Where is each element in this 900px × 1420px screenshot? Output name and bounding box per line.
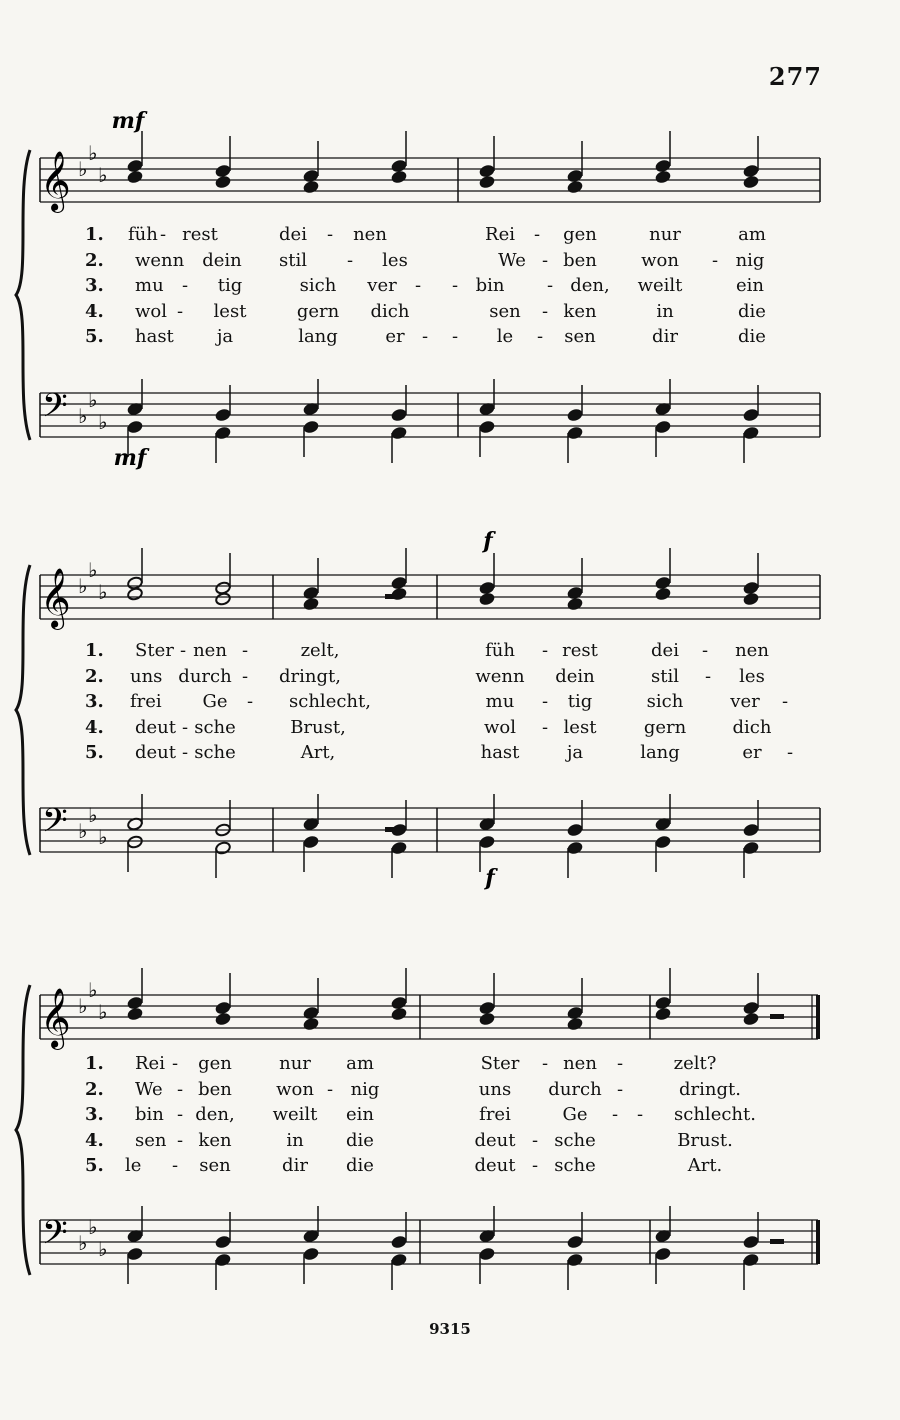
lyric-syllable: sen [489,300,521,322]
verse-number: 5. [85,742,104,763]
treble-staff [40,995,818,1039]
flat-icon: ♭ [78,404,88,428]
lyric-line [0,1079,900,1105]
flat-icon: ♭ [78,819,88,843]
treble-clef-icon: 𝄞 [40,988,71,1048]
lyric-syllable: ein [735,275,765,296]
lyric-syllable: sen [564,326,596,347]
notehead [215,1012,232,1026]
lyric-syllable: - [616,1078,624,1100]
flat-icon: ♭ [88,1215,98,1239]
lyric-syllable: - [704,665,712,687]
lyric-syllable: nen [193,640,227,661]
flat-icon: ♭ [98,1237,108,1261]
flat-icon: ♭ [98,163,108,187]
lyric-syllable: - [181,716,189,738]
lyric-syllable: frei [130,691,162,712]
verse-number: 3. [85,1104,104,1125]
notehead [215,1001,232,1015]
verse-number: 2. [85,249,104,271]
verse-number: 3. [85,691,104,712]
bass-clef-icon: 𝄢 [42,802,68,848]
lyric-syllable: füh [485,640,515,661]
flat-icon: ♭ [88,388,98,412]
lyric-syllable: durch [178,665,232,687]
lyric-syllable: lest [563,716,597,738]
notehead [215,1235,232,1249]
notehead [567,1006,584,1020]
flat-icon: ♭ [98,580,108,604]
lyric-syllable: - [531,1129,539,1151]
flat-icon: ♭ [78,157,88,181]
lyric-syllable: durch [548,1078,602,1100]
lyric-syllable: nen [563,1053,597,1074]
page-number: 277 [768,62,822,91]
lyric-syllable: le [125,1155,142,1176]
flat-icon: ♭ [88,558,98,582]
verse-number: 1. [85,640,104,661]
lyric-syllable: - [781,691,789,712]
lyric-syllable: deut [474,1155,516,1176]
lyric-syllable: sche [554,1155,596,1176]
lyric-syllable: ken [563,300,597,322]
lyric-syllable: rest [182,224,218,245]
dynamic-marking-top: mf [111,108,145,134]
lyric-syllable: Ster [480,1053,520,1074]
verse-number: 2. [85,665,104,687]
lyric-syllable: ver [730,691,760,712]
notehead [567,1235,584,1249]
lyric-syllable: Brust. [677,1129,733,1151]
lyric-line [0,1130,900,1156]
notehead [567,1017,584,1031]
lyric-syllable: - [786,742,794,763]
lyric-syllable: Art, [300,742,336,763]
lyric-syllable: - [636,1104,644,1125]
lyric-syllable: - [326,224,334,245]
lyric-syllable: wenn [135,249,185,271]
lyric-syllable: nig [350,1078,380,1100]
lyric-syllable: deut [135,742,177,763]
notehead [743,1012,760,1026]
lyric-syllable: - [171,1155,179,1176]
notehead [567,1253,584,1267]
lyric-syllable: - [451,275,459,296]
lyric-syllable: le [496,326,514,347]
lyric-syllable: dei [279,224,307,245]
lyric-syllable: Ster [135,640,174,661]
treble-clef-icon: 𝄞 [40,151,71,211]
notehead [743,1001,760,1015]
lyric-syllable: mu [485,691,515,712]
lyric-syllable: dringt, [279,665,341,687]
lyric-syllable: uns [478,1078,512,1100]
lyric-syllable: - [533,224,541,245]
lyric-syllable: wenn [475,665,525,687]
notehead [391,1007,408,1021]
verse-number: 5. [85,326,104,347]
lyric-syllable: gern [643,716,687,738]
lyric-syllable: Art. [687,1155,723,1176]
notehead [479,1001,496,1015]
lyric-syllable: den, [570,275,610,296]
lyric-syllable: - [451,326,459,347]
lyric-syllable: stil [279,249,307,271]
lyric-syllable: sche [554,1129,596,1151]
lyric-syllable: dir [652,326,678,347]
lyric-syllable: deut [135,716,177,738]
lyric-syllable: - [181,742,189,763]
lyric-syllable: Ge [562,1104,588,1125]
lyric-syllable: nur [279,1053,311,1074]
notehead [743,1253,760,1267]
lyric-syllable: bin [135,1104,164,1125]
lyric-syllable: - [541,691,549,712]
lyric-syllable: lest [213,300,247,322]
lyric-syllable: ja [566,742,584,763]
notehead [655,996,672,1010]
lyric-syllable: dein [555,665,595,687]
lyric-syllable: mu [135,275,164,296]
lyric-syllable: dich [732,716,772,738]
lyric-syllable: nig [735,249,765,271]
lyric-syllable: rest [562,640,598,661]
lyric-syllable: les [739,665,765,687]
lyric-syllable: bin [475,275,505,296]
lyric-syllable: hast [135,326,174,347]
lyric-syllable: tig [567,691,593,712]
notehead [127,1247,144,1261]
lyric-syllable: - [611,1104,619,1125]
verse-number: 4. [85,300,104,322]
lyric-syllable: - [176,1129,184,1151]
lyric-syllable: Brust, [290,716,346,738]
lyric-syllable: - [541,716,549,738]
verse-number: 3. [85,275,104,296]
lyric-syllable: - [541,640,549,661]
half-rest [770,1014,784,1019]
lyric-syllable: - [546,275,554,296]
notehead [391,1235,408,1249]
lyric-syllable: nen [353,224,387,245]
verse-number: 1. [85,1053,104,1074]
lyric-syllable: weilt [637,275,683,296]
notehead [391,996,408,1010]
lyric-syllable: schlecht. [674,1104,756,1125]
dynamic-marking-top: f [483,528,493,554]
lyric-syllable: sen [199,1155,231,1176]
lyric-syllable: den, [195,1104,235,1125]
lyric-syllable: - [711,249,719,271]
lyric-syllable: won [641,249,679,271]
lyric-syllable: sen [135,1129,167,1151]
lyric-syllable: Ge [202,691,228,712]
lyric-syllable: lang [298,326,338,347]
lyric-syllable: die [346,1129,374,1151]
flat-icon: ♭ [78,574,88,598]
lyric-syllable: in [286,1129,304,1151]
treble-clef-icon: 𝄞 [40,568,71,628]
lyric-syllable: deut [474,1129,516,1151]
lyric-syllable: ken [198,1129,232,1151]
lyric-syllable: die [346,1155,374,1176]
lyric-syllable: - [541,249,549,271]
lyric-syllable: die [738,326,766,347]
lyric-line [0,1104,900,1130]
dynamic-marking-bottom: mf [113,445,147,471]
flat-icon: ♭ [88,141,98,165]
dynamic-marking-bottom: f [485,865,495,891]
flat-icon: ♭ [98,410,108,434]
lyric-syllable: ben [198,1078,232,1100]
lyric-syllable: wol [135,300,168,322]
lyric-syllable: er [385,326,405,347]
half-rest [770,1239,784,1244]
lyric-syllable: gen [563,224,597,245]
lyric-syllable: schlecht, [289,691,371,712]
flat-icon: ♭ [88,978,98,1002]
lyric-syllable: tig [217,275,243,296]
lyric-syllable: - [414,275,422,296]
verse-number: 4. [85,1129,104,1151]
lyric-syllable: - [176,1078,184,1100]
lyric-syllable: dir [282,1155,308,1176]
lyric-syllable: sche [194,716,236,738]
lyric-syllable: nen [735,640,769,661]
lyric-syllable: füh [128,224,158,245]
lyric-syllable: ben [563,249,597,271]
lyric-syllable: am [346,1053,374,1074]
verse-number: 2. [85,1078,104,1100]
lyric-syllable: ein [345,1104,375,1125]
lyric-syllable: in [656,300,674,322]
lyric-syllable: We [135,1078,163,1100]
lyric-syllable: zelt, [300,640,340,661]
lyric-syllable: - [171,1053,179,1074]
lyric-syllable: dei [651,640,679,661]
lyric-syllable: am [738,224,766,245]
lyric-syllable: Rei [485,224,515,245]
lyric-syllable: - [181,275,189,296]
lyric-syllable: - [176,300,184,322]
lyric-syllable: zelt? [673,1053,717,1074]
verse-number: 5. [85,1155,104,1176]
lyric-syllable: nur [649,224,681,245]
lyric-syllable: - [541,1053,549,1074]
notehead [127,1007,144,1021]
lyric-syllable: - [179,640,187,661]
notehead [479,1247,496,1261]
lyric-syllable: die [738,300,766,322]
notehead [215,1253,232,1267]
lyric-syllable: Rei [135,1053,165,1074]
notehead [303,1247,320,1261]
lyric-syllable: - [241,665,249,687]
lyric-syllable: - [536,326,544,347]
lyric-line [0,1053,900,1079]
lyric-syllable: - [531,1155,539,1176]
lyric-syllable: les [382,249,408,271]
lyric-syllable: won [276,1078,314,1100]
bass-staff [40,1220,818,1264]
lyric-syllable: - [241,640,249,661]
lyric-syllable: hast [480,742,520,763]
lyric-syllable: er [742,742,762,763]
lyric-syllable: lang [640,742,680,763]
verse-number: 1. [85,224,104,245]
verse-number: 4. [85,716,104,738]
lyric-syllable: sich [646,691,684,712]
lyric-syllable: ja [216,326,234,347]
notehead [743,1235,760,1249]
lyric-syllable: - [176,1104,184,1125]
lyric-syllable: sche [194,742,236,763]
lyric-syllable: weilt [272,1104,318,1125]
lyric-syllable: uns [130,665,163,687]
lyric-syllable: stil [651,665,679,687]
lyric-syllable: - [541,300,549,322]
lyric-syllable: We [498,249,526,271]
notehead [127,996,144,1010]
notehead [303,1017,320,1031]
flat-icon: ♭ [78,1231,88,1255]
lyric-syllable: - [346,249,354,271]
lyric-syllable: dringt. [679,1078,741,1100]
flat-icon: ♭ [98,1000,108,1024]
notehead [391,1253,408,1267]
lyric-syllable: dein [202,249,242,271]
bass-clef-icon: 𝄢 [42,387,68,433]
lyric-line [0,1155,900,1181]
lyric-syllable: - [246,691,254,712]
lyric-syllable: - [616,1053,624,1074]
lyric-syllable: sich [299,275,337,296]
notehead [479,1012,496,1026]
lyric-syllable: gen [198,1053,232,1074]
notehead [303,1006,320,1020]
lyric-syllable: - [701,640,709,661]
lyric-syllable: wol [483,716,517,738]
lyric-syllable: frei [479,1104,511,1125]
lyric-syllable: - [421,326,429,347]
flat-icon: ♭ [88,803,98,827]
notehead [655,1247,672,1261]
bass-clef-icon: 𝄢 [42,1214,68,1260]
lyric-syllable: ver [367,275,397,296]
notehead [655,1007,672,1021]
lyric-syllable: gern [296,300,340,322]
lyric-syllable: dich [370,300,410,322]
flat-icon: ♭ [78,994,88,1018]
lyric-syllable: - [326,1078,334,1100]
flat-icon: ♭ [98,825,108,849]
lyric-syllable: - [159,224,167,245]
footer-number: 9315 [429,1320,471,1338]
